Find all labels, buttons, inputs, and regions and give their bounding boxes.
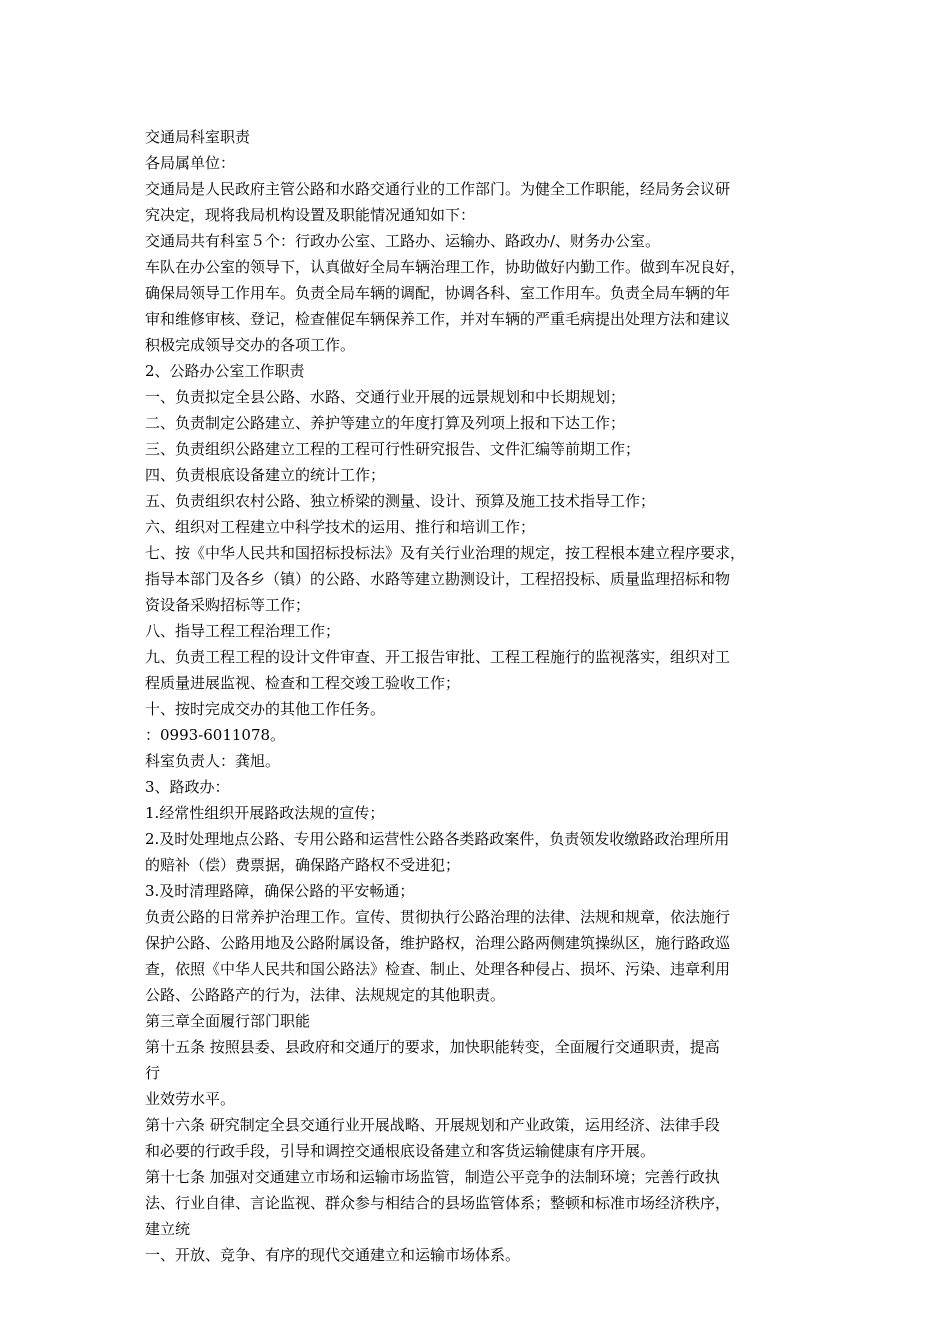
text-line: 负责公路的日常养护治理工作。宣传、贯彻执行公路治理的法律、法规和规章，依法施行 <box>145 908 731 926</box>
text-line: 业效劳水平。 <box>145 1090 236 1108</box>
paragraph <box>145 1112 810 1164</box>
paragraph <box>145 774 810 800</box>
paragraph <box>145 254 810 358</box>
paragraph <box>145 1008 810 1034</box>
text-line: 第十六条 研究制定全县交通行业开展战略、开展规划和产业政策，运用经济、法律手段 <box>145 1116 720 1134</box>
paragraph <box>145 514 810 540</box>
paragraph <box>145 904 810 1008</box>
paragraph <box>145 748 810 774</box>
paragraph <box>145 358 810 384</box>
text-line: 第三章全面履行部门职能 <box>145 1012 311 1030</box>
text-line: ：0993-6011078。 <box>145 726 286 744</box>
paragraph <box>145 462 810 488</box>
paragraph <box>145 410 810 436</box>
paragraph <box>145 228 810 254</box>
text-line: 车队在办公室的领导下，认真做好全局车辆治理工作，协助做好内勤工作。做到车况良好， <box>145 258 746 276</box>
text-line: 积极完成领导交办的各项工作。 <box>145 336 356 354</box>
text-line: 第十七条 加强对交通建立市场和运输市场监管，制造公平竞争的法制环境；完善行政执 <box>145 1168 720 1186</box>
text-line: 资设备采购招标等工作； <box>145 596 311 614</box>
text-line: 3、路政办： <box>145 778 230 796</box>
text-line: 究决定，现将我局机构设置及职能情况通知如下： <box>145 206 476 224</box>
text-line: 三、负责组织公路建立工程的工程可行性研究报告、文件汇编等前期工作； <box>145 440 641 458</box>
text-line: 建立统 <box>145 1220 191 1238</box>
text-line: 公路、公路路产的行为，法律、法规规定的其他职责。 <box>145 986 506 1004</box>
paragraph <box>145 696 810 722</box>
text-line: 科室负责人：龚旭。 <box>145 752 281 770</box>
text-line: 确保局领导工作用车。负责全局车辆的调配，协调各科、室工作用车。负责全局车辆的年 <box>145 284 731 302</box>
text-line: 程质量进展监视、检查和工程交竣工验收工作； <box>145 674 461 692</box>
paragraph <box>145 488 810 514</box>
paragraph <box>145 1242 810 1268</box>
text-line: 八、指导工程工程治理工作； <box>145 622 341 640</box>
paragraph <box>145 644 810 696</box>
text-line: 和必要的行政手段，引导和调控交通根底设备建立和客货运输健康有序开展。 <box>145 1142 656 1160</box>
text-line: 第十五条 按照县委、县政府和交通厅的要求，加快职能转变，全面履行交通职责，提高 <box>145 1038 720 1056</box>
text-line: 的赔补（偿）费票据，确保路产路权不受进犯； <box>145 856 461 874</box>
text-line: 行 <box>145 1064 161 1082</box>
text-line: 法、行业自律、言论监视、群众参与相结合的县场监管体系；整顿和标准市场经济秩序， <box>145 1194 731 1212</box>
paragraph <box>145 540 810 618</box>
text-line: 查，依照《中华人民共和国公路法》检查、制止、处理各种侵占、损坏、污染、违章利用 <box>145 960 731 978</box>
paragraph <box>145 124 810 150</box>
text-line: 四、负责根底设备建立的统计工作； <box>145 466 386 484</box>
text-line: 指导本部门及各乡（镇）的公路、水路等建立勘测设计，工程招投标、质量监理招标和物 <box>145 570 731 588</box>
document-body <box>145 124 810 1268</box>
text-line: 一、开放、竞争、有序的现代交通建立和运输市场体系。 <box>145 1246 521 1264</box>
paragraph <box>145 826 810 878</box>
text-line: 一、负责拟定全县公路、水路、交通行业开展的远景规划和中长期规划； <box>145 388 626 406</box>
text-line: 审和维修审核、登记，检查催促车辆保养工作，并对车辆的严重毛病提出处理方法和建议 <box>145 310 731 328</box>
text-line: 2、公路办公室工作职责 <box>145 362 305 380</box>
text-line: 交通局共有科室５个：行政办公室、工路办、运输办、路政办/、财务办公室。 <box>145 232 661 250</box>
paragraph <box>145 1034 810 1086</box>
paragraph <box>145 1086 810 1112</box>
paragraph <box>145 436 810 462</box>
text-line: 七、按《中华人民共和国招标投标法》及有关行业治理的规定，按工程根本建立程序要求， <box>145 544 746 562</box>
text-line: 交通局是人民政府主管公路和水路交通行业的工作部门。为健全工作职能，经局务会议研 <box>145 180 731 198</box>
paragraph <box>145 384 810 410</box>
paragraph <box>145 150 810 176</box>
text-line: 2.及时处理地点公路、专用公路和运营性公路各类路政案件，负责领发收缴路政治理所用 <box>145 830 730 848</box>
text-line: 六、组织对工程建立中科学技术的运用、推行和培训工作； <box>145 518 536 536</box>
text-line: 二、负责制定公路建立、养护等建立的年度打算及列项上报和下达工作； <box>145 414 626 432</box>
paragraph <box>145 878 810 904</box>
text-line: 十、按时完成交办的其他工作任务。 <box>145 700 386 718</box>
paragraph <box>145 176 810 228</box>
text-line: 1.经常性组织开展路政法规的宣传； <box>145 804 385 822</box>
text-line: 九、负责工程工程的设计文件审查、开工报告审批、工程工程施行的监视落实，组织对工 <box>145 648 731 666</box>
paragraph <box>145 800 810 826</box>
text-line: 3.及时清理路障，确保公路的平安畅通； <box>145 882 415 900</box>
text-line: 交通局科室职责 <box>145 128 251 146</box>
text-line: 保护公路、公路用地及公路附属设备，维护路权，治理公路两侧建筑操纵区，施行路政巡 <box>145 934 731 952</box>
text-line: 各局属单位： <box>145 154 236 172</box>
paragraph <box>145 722 810 748</box>
paragraph <box>145 618 810 644</box>
text-line: 五、负责组织农村公路、独立桥梁的测量、设计、预算及施工技术指导工作； <box>145 492 656 510</box>
paragraph <box>145 1164 810 1242</box>
